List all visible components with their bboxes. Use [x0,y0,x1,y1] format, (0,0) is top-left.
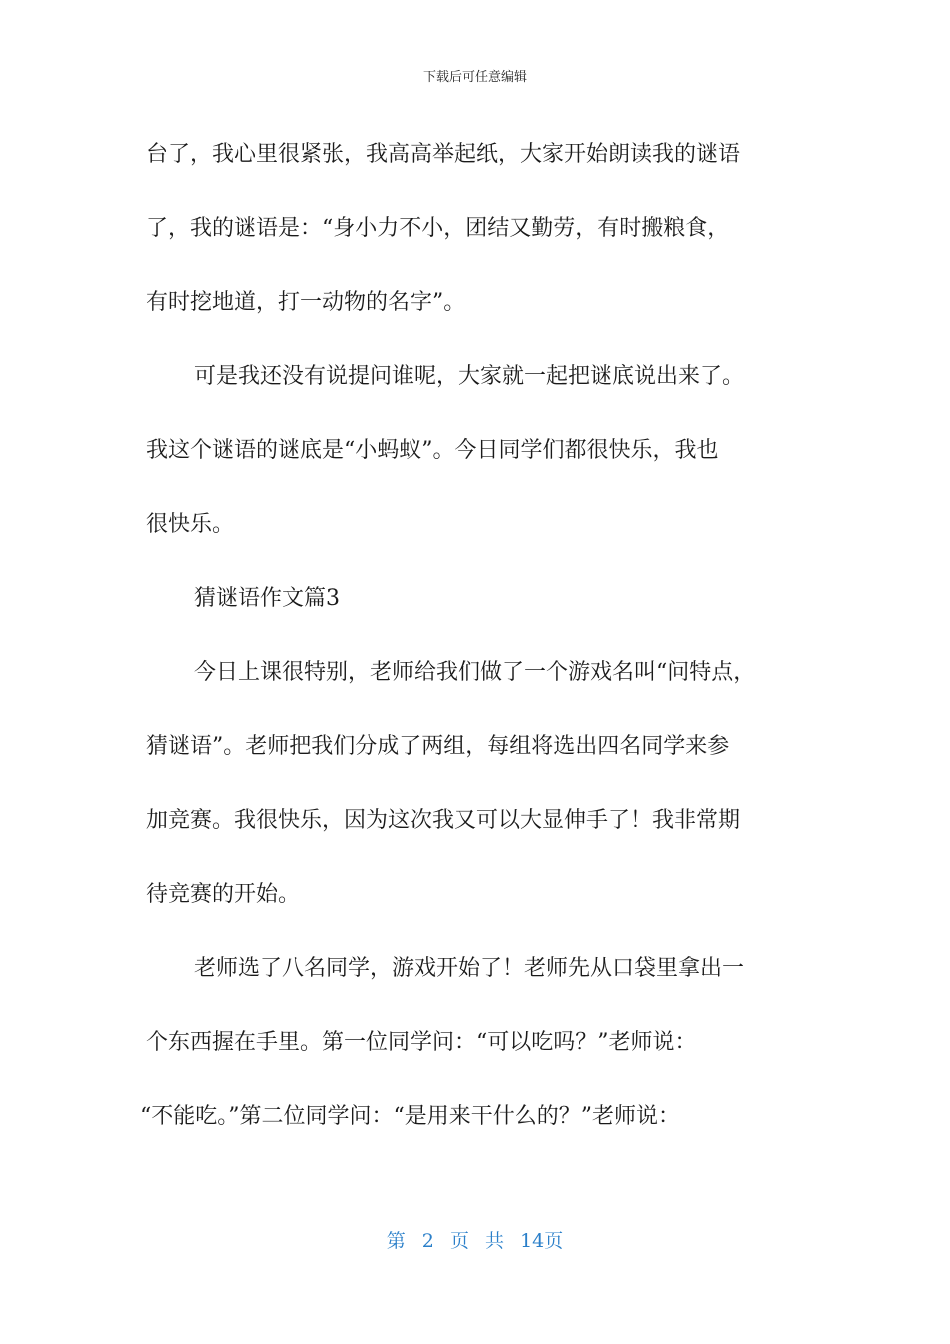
footer-di: 第 [386,1230,406,1252]
text-line: “不能吃。”第二位同学问：“是用来干什么的？”老师说： [140,1104,680,1129]
text-line: 老师选了八名同学，游戏开始了！老师先从口袋里拿出一 [194,956,745,981]
text-line: 今日上课很特别，老师给我们做了一个游戏名叫“问特点， [194,660,756,685]
text-line: 台了，我心里很紧张，我高高举起纸，大家开始朗读我的谜语 [146,142,741,167]
text-line: 个东西握在手里。第一位同学问：“可以吃吗？”老师说： [146,1030,697,1055]
footer-total-pages: 14页 [520,1230,564,1252]
page-footer [0,1226,950,1253]
text-line: 我这个谜语的谜底是“小蚂蚁”。今日同学们都很快乐，我也 [146,438,719,463]
footer-page-number: 2 [421,1230,434,1252]
text-line: 可是我还没有说提问谁呢，大家就一起把谜底说出来了。 [194,364,745,389]
text-line: 猜谜语”。老师把我们分成了两组，每组将选出四名同学来参 [146,734,730,759]
text-line: 很快乐。 [146,512,235,537]
text-line: 加竞赛。我很快乐，因为这次我又可以大显伸手了！我非常期 [146,808,741,833]
text-line: 有时挖地道，打一动物的名字”。 [146,290,466,315]
text-line: 了，我的谜语是：“身小力不小，团结又勤劳，有时搬粮食， [146,216,730,241]
footer-gong: 共 [485,1230,505,1252]
document-body [140,118,826,1154]
page-header-note: 下载后可任意编辑 [422,70,527,85]
footer-ye: 页 [449,1230,469,1252]
section-heading: 猜谜语作文篇3 [194,586,340,611]
text-line: 待竞赛的开始。 [146,882,301,907]
